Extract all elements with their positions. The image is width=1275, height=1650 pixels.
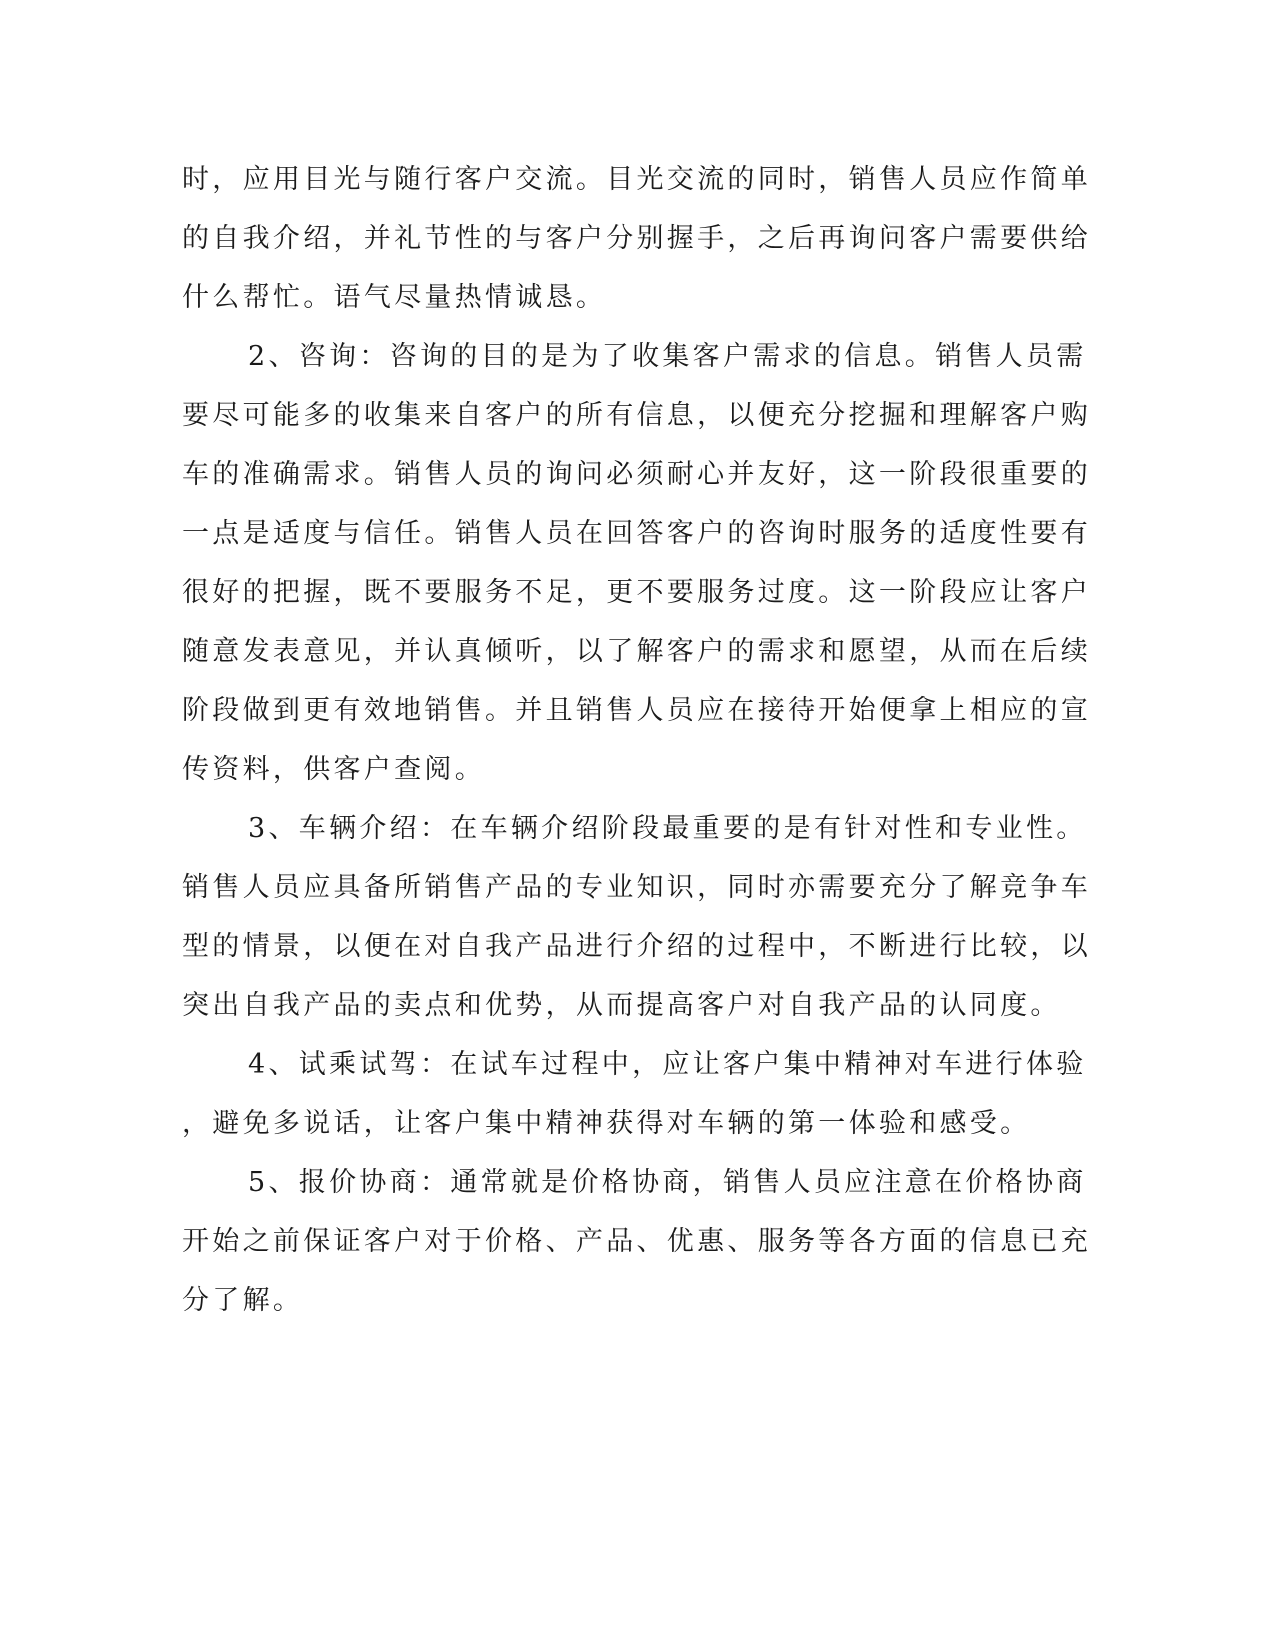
- text-line: 时，应用目光与随行客户交流。目光交流的同时，销售人员应作简单: [182, 164, 1091, 195]
- text-line: 要尽可能多的收集来自客户的所有信息，以便充分挖掘和理解客户购: [182, 400, 1091, 431]
- text-line: 阶段做到更有效地销售。并且销售人员应在接待开始便拿上相应的宣: [182, 695, 1091, 726]
- text-line: 2、咨询：咨询的目的是为了收集客户需求的信息。销售人员需: [248, 341, 1087, 372]
- text-line: 一点是适度与信任。销售人员在回答客户的咨询时服务的适度性要有: [182, 518, 1091, 549]
- body-text: [182, 150, 1091, 1330]
- text-line: 3、车辆介绍：在车辆介绍阶段最重要的是有针对性和专业性。: [248, 813, 1087, 844]
- text-line: 很好的把握，既不要服务不足，更不要服务过度。这一阶段应让客户: [182, 577, 1091, 608]
- text-line: 销售人员应具备所销售产品的专业知识，同时亦需要充分了解竞争车: [182, 872, 1091, 903]
- text-line: 分了解。: [182, 1285, 304, 1316]
- text-line: 突出自我产品的卖点和优势，从而提高客户对自我产品的认同度。: [182, 990, 1061, 1021]
- text-line: 开始之前保证客户对于价格、产品、优惠、服务等各方面的信息已充: [182, 1226, 1091, 1257]
- text-line: 传资料，供客户查阅。: [182, 754, 485, 785]
- text-line: 5、报价协商：通常就是价格协商，销售人员应注意在价格协商: [248, 1167, 1087, 1198]
- text-line: 随意发表意见，并认真倾听，以了解客户的需求和愿望，从而在后续: [182, 636, 1091, 667]
- text-line: 的自我介绍，并礼节性的与客户分别握手，之后再询问客户需要供给: [182, 223, 1091, 254]
- text-line: ，避免多说话，让客户集中精神获得对车辆的第一体验和感受。: [182, 1108, 1031, 1139]
- text-line: 车的准确需求。销售人员的询问必须耐心并友好，这一阶段很重要的: [182, 459, 1091, 490]
- text-line: 什么帮忙。语气尽量热情诚恳。: [182, 282, 607, 313]
- text-line: 型的情景，以便在对自我产品进行介绍的过程中，不断进行比较，以: [182, 931, 1091, 962]
- text-line: 4、试乘试驾：在试车过程中，应让客户集中精神对车进行体验: [248, 1049, 1087, 1080]
